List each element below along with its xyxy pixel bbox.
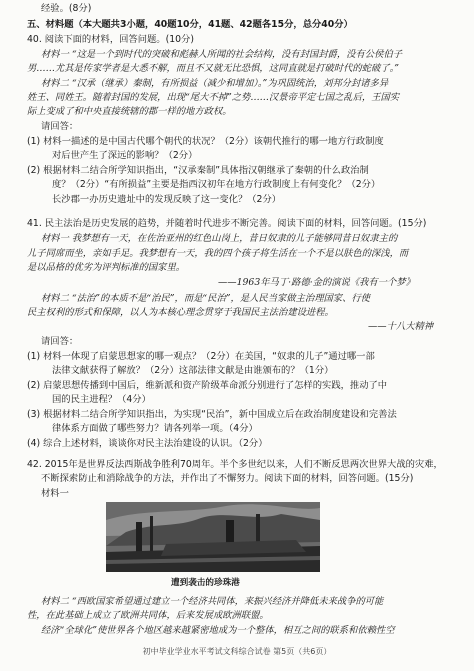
q41-material2-line: 材料二 “法治”的本质不是“治民”，而是“民治”，是人民当家做主治理国家、行使 [41, 293, 370, 304]
page-footer: 初中毕业学业水平考试文科综合试卷 第5页（共6页） [142, 647, 332, 656]
q41-subq4: (4) 综合上述材料，谈谈你对民主法治建设的认识。（2分） [27, 438, 268, 449]
q41-ask: 请回答： [41, 336, 79, 347]
q40-ask: 请回答： [41, 121, 79, 132]
q41-subq2-line: 国的民主进程？（4分） [52, 394, 151, 405]
q41-stem: 41. 民主法治是历史发展的趋势，并随着时代进步不断完善。阅读下面的材料，回答问题。(15分) [27, 218, 427, 229]
q40-subq1-line: 对后世产生了深远的影响？（2分） [52, 150, 198, 161]
q41-material1-source: ——1963年马丁·路德·金的演说《我有一个梦》 [218, 277, 415, 288]
q40-subq1-line: (1) 材料一描述的是中国古代哪个朝代的状况？（2分）该朝代推行的哪一地方行政制度 [27, 136, 384, 147]
q41-subq3-line: 律体系方面做了哪些努力？请各列举一项。（4分） [52, 423, 258, 434]
q42-material1-label: 材料一 [41, 488, 69, 499]
q40-material2-line: 材料二 “汉承（继承）秦制，有所损益（减少和增加）。”为巩固统治，刘邦分封诸多异 [41, 78, 389, 89]
q42-material2-line: 性，在此基础上成立了欧洲共同体，后来发展成欧洲联盟。 [27, 610, 269, 621]
q42-stem-line: 不断探索防止和消除战争的方法，并作出了不懈努力。阅读下面的材料，回答问题。(15分) [41, 473, 414, 484]
q41-subq1-line: 法律文献获得了解放？（2分）这部法律文献是由谁颁布的？（1分） [52, 365, 334, 376]
q40-material2-line: 姓王、同姓王。随着封国的发展，出现“尾大不掉”之势……汉景帝平定七国之乱后，王国实 [27, 92, 400, 103]
q40-material1-line: 男……尤其是传家学者是大悉不解，而且不又就无比恐惧，这同直就是打破时代的蛇破了。” [27, 63, 399, 74]
q41-material1-line: 儿子同席而坐，亲如手足。我梦想有一天，我的四个孩子将生活在一个不是以肤色的深浅，而 [27, 248, 409, 259]
q42-material2-line: 经济“全球化”使世界各个地区越来越紧密地成为一个整体，相互之间的联系和依赖性空 [41, 625, 395, 636]
q42-stem-line: 42. 2015年是世界反法西斯战争胜利70周年。半个多世纪以来，人们不断反思两次世界大战的灾难， [27, 459, 443, 470]
q41-material1-line: 是以品格的优劣为评判标准的国家里。 [27, 262, 186, 273]
q40-subq2-line: 度？（2分）“有所损益”主要是指西汉初年在地方行政制度上有何变化？（2分） [52, 179, 381, 190]
q41-material2-line: 民主权利的形式和保障，以人为本核心理念贯穿于我国民主法治建设进程。 [27, 307, 334, 318]
q41-subq1-line: (1) 材料一体现了启蒙思想家的哪一观点？（2分）在美国，“奴隶的儿子”通过哪一部 [27, 351, 375, 362]
q41-material2-source: ——十八大精神 [368, 321, 434, 332]
q40-material2-line: 际上变成了和中央直接统辖的郡一样的地方政权。 [27, 106, 232, 117]
section-heading: 五、材料题（本大题共3小题，40题10分，41题、42题各15分，总分40分） [27, 19, 353, 30]
pearl-harbor-photo [106, 502, 320, 572]
q41-subq2-line: (2) 启蒙思想传播到中国后，维新派和资产阶级革命派分别进行了怎样的实践，推动了中 [27, 380, 388, 391]
q40-subq2-line: 长沙郡一办历史遗址中的发现反映了这一变化？（2分） [52, 194, 282, 205]
photo-caption: 遭到袭击的珍珠港 [171, 578, 240, 588]
previous-question-tail: 经验。(8分) [41, 3, 92, 14]
q40-material1-line: 材料一 “这是一个到时代的突破和彪赫人所闻的社会结构，没有封国封爵，没有公侯伯子 [41, 49, 402, 60]
q40-stem: 40. 阅读下面的材料，回答问题。(10分) [27, 34, 194, 45]
q42-material2-line: 材料二 “西欧国家希望通过建立一个经济共同体，来振兴经济并降低未来战争的可能 [41, 596, 384, 607]
q41-subq3-line: (3) 根据材料二结合所学知识指出，为实现“民治”，新中国成立后在政治制度建设和完善法 [27, 409, 397, 420]
q40-subq2-line: (2) 根据材料二结合所学知识指出，“汉承秦制”具体指汉朝继承了秦朝的什么政治制 [27, 165, 369, 176]
q41-material1-line: 材料一 我梦想有一天，在佐治亚州的红色山岗上，昔日奴隶的儿子能够同昔日奴隶主的 [41, 233, 398, 244]
